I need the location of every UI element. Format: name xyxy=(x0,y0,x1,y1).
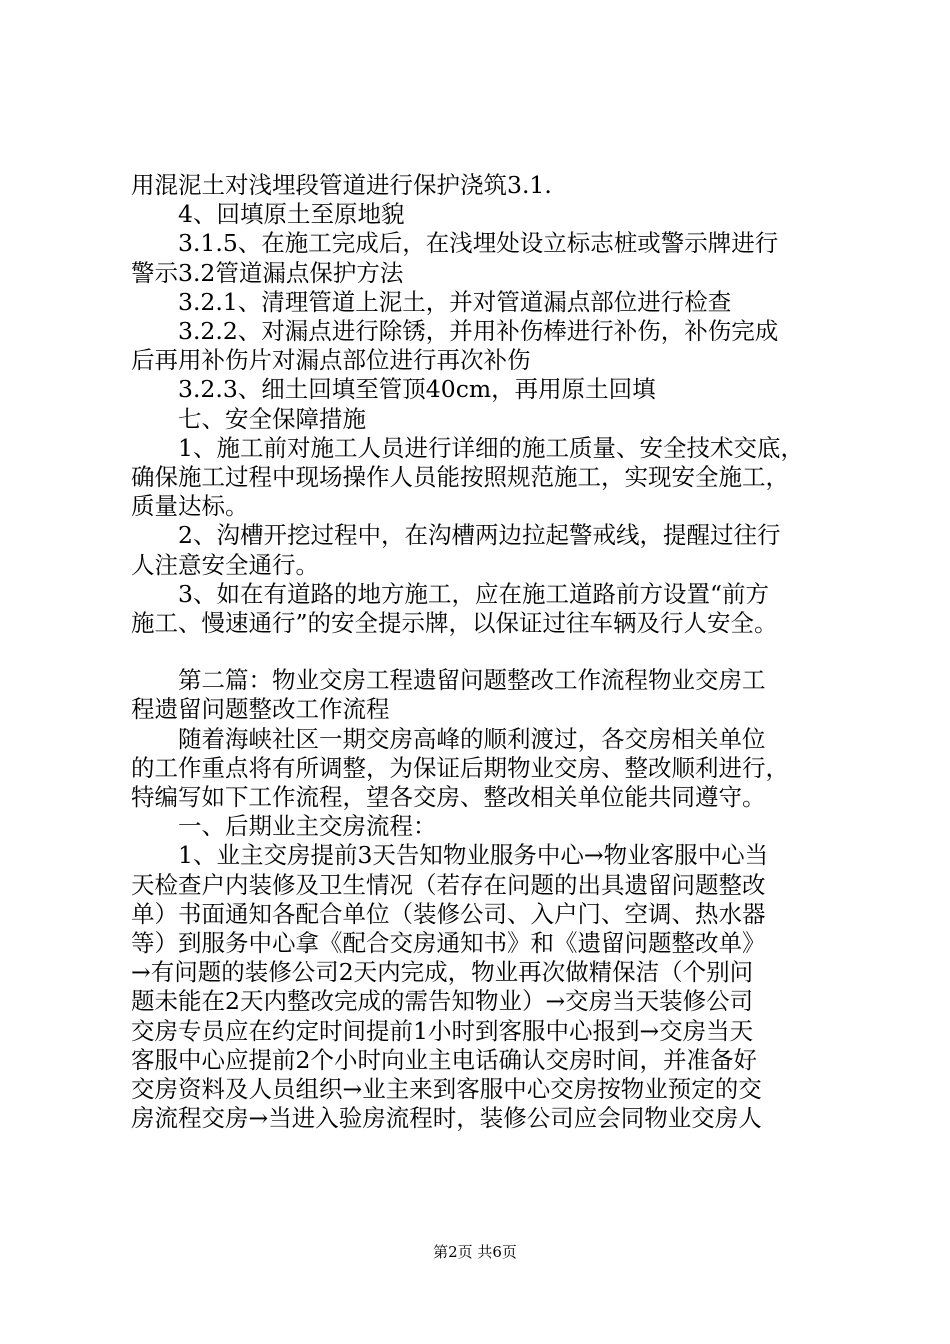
text-line: 用混泥土对浅埋段管道进行保护浇筑3.1. xyxy=(131,171,552,199)
text-line: 房流程交房→当进入验房流程时，装修公司应会同物业交房人 xyxy=(131,1104,762,1133)
text-line: 天检查户内装修及卫生情况（若存在问题的出具遗留问题整改 xyxy=(131,870,766,899)
text-line: 交房资料及人员组织→业主来到客服中心交房按物业预定的交 xyxy=(131,1075,762,1104)
text-line: 后再用补伤片对漏点部位进行再次补伤 xyxy=(131,346,531,375)
text-line: 3、如在有道路的地方施工，应在施工道路前方设置“前方 xyxy=(178,579,769,608)
text-line: 警示3.2管道漏点保护方法 xyxy=(131,258,404,287)
text-line: 单）书面通知各配合单位（装修公司、入户门、空调、热水器 xyxy=(131,899,766,928)
page-number-label: 第2页 共6页 xyxy=(433,1243,517,1261)
text-line: 第二篇：物业交房工程遗留问题整改工作流程物业交房工 xyxy=(178,666,766,695)
text-line: 等）到服务中心拿《配合交房通知书》和《遗留问题整改单》 xyxy=(131,929,766,958)
text-line: 确保施工过程中现场操作人员能按照规范施工，实现安全施工， xyxy=(131,463,789,492)
text-line: 质量达标。 xyxy=(131,492,249,521)
text-line: 4、回填原土至原地貌 xyxy=(178,200,405,229)
text-line: 随着海峡社区一期交房高峰的顺利渡过，各交房相关单位 xyxy=(178,724,766,753)
text-line: →有问题的装修公司2天内完成，物业再次做精保洁（个别问 xyxy=(131,958,754,987)
page-footer xyxy=(0,1242,950,1262)
document-body xyxy=(131,171,831,1134)
text-line: 3.2.2、对漏点进行除锈，并用补伤棒进行补伤，补伤完成 xyxy=(178,317,779,346)
text-line: 2、沟槽开挖过程中，在沟槽两边拉起警戒线，提醒过往行 xyxy=(178,521,781,550)
text-line: 程遗留问题整改工作流程 xyxy=(131,695,390,724)
text-line: 3.1.5、在施工完成后，在浅埋处设立标志桩或警示牌进行 xyxy=(178,229,779,258)
text-line: 的工作重点将有所调整，为保证后期物业交房、整改顺利进行， xyxy=(131,753,789,782)
section-gap xyxy=(131,638,831,666)
text-line: 3.2.1、清理管道上泥土，并对管道漏点部位进行检查 xyxy=(178,287,732,316)
text-line: 人注意安全通行。 xyxy=(131,550,319,579)
text-line: 3.2.3、细土回填至管顶40cm，再用原土回填 xyxy=(178,375,656,404)
text-line: 施工、慢速通行”的安全提示牌，以保证过往车辆及行人安全。 xyxy=(131,609,778,638)
text-line: 交房专员应在约定时间提前1小时到客服中心报到→交房当天 xyxy=(131,1016,754,1045)
text-line: 客服中心应提前2个小时向业主电话确认交房时间，并准备好 xyxy=(131,1045,757,1074)
text-line: 七、安全保障措施 xyxy=(178,404,366,433)
text-line: 题未能在2天内整改完成的需告知物业）→交房当天装修公司 xyxy=(131,987,754,1016)
text-line: 特编写如下工作流程，望各交房、整改相关单位能共同遵守。 xyxy=(131,783,766,812)
text-line: 1、施工前对施工人员进行详细的施工质量、安全技术交底， xyxy=(178,433,804,462)
text-line: 1、业主交房提前3天告知物业服务中心→物业客服中心当 xyxy=(178,841,769,870)
text-line: 一、后期业主交房流程： xyxy=(178,812,437,841)
